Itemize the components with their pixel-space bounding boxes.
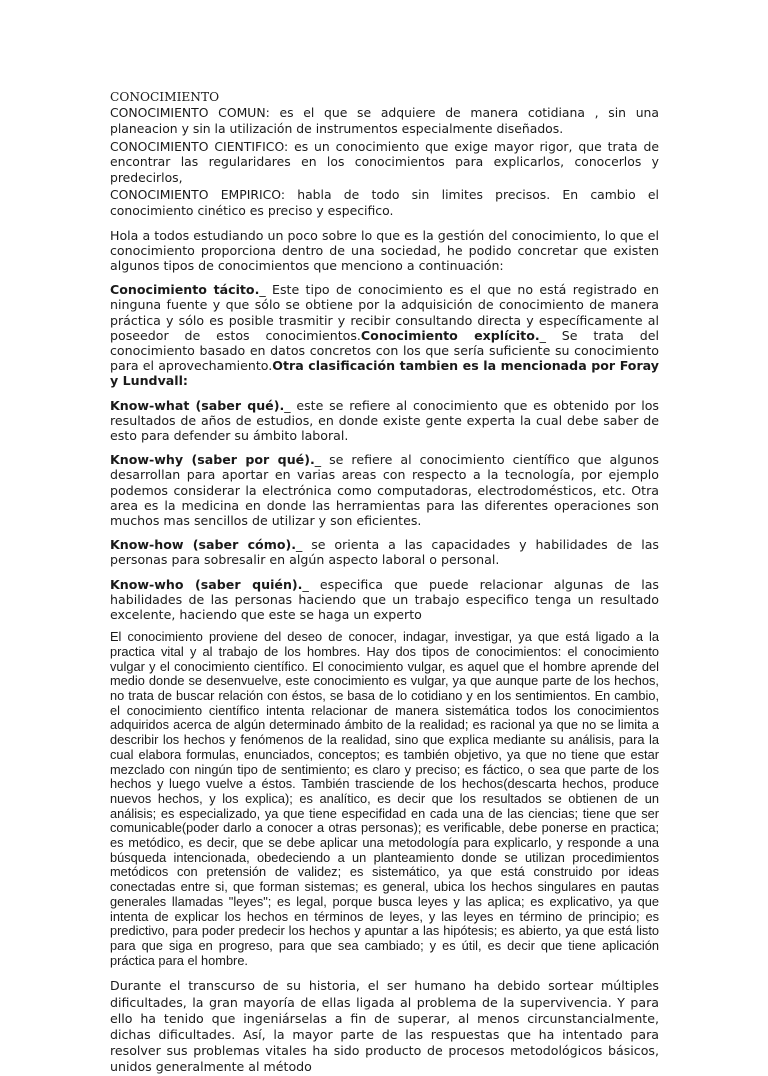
know-what-body: _ este se refiere al conocimiento que es obtenido por los resultados de años de estudios, en donde existe gente experta la cual debe saber de esto para defender su ámbito laboral. (110, 397, 659, 443)
closing-paragraph: Durante el transcurso de su historia, el ser humano ha debido sortear múltiples dificultades, la gran mayoría de ellas ligada al problema de la supervivencia. Y para ello ha tenido que ingeniárselas a fin de superar, al menos circunstancialmente, dichas dificultades. Así, la mayor parte de las respuestas que ha intentado para resolver sus problemas vitales ha sido producto de procesos metodológicos básicos, unidos generalmente al método (110, 978, 659, 1075)
intro-paragraph: Hola a todos estudiando un poco sobre lo que es la gestión del conocimiento, lo que el conocimiento proporciona dentro de una sociedad, he podido concretar que existen algunos tipos de conocimientos que menciono a continuación: (110, 227, 659, 273)
document-page (110, 90, 659, 1076)
document-title: CONOCIMIENTO (110, 90, 220, 104)
know-how-paragraph (110, 537, 659, 567)
definition-scientific: CONOCIMIENTO CIENTIFICO: es un conocimiento que exige mayor rigor, que trata de encontrar las regularidares en los conocimientos para explicarlos, conocerlos y predecirlos, (110, 138, 659, 185)
know-how-heading: Know-how (saber cómo). (110, 537, 297, 553)
know-what-paragraph (110, 398, 659, 444)
know-who-heading: Know-who (saber quién). (110, 576, 303, 592)
other-classification-heading: Otra clasificación tambien es la mencionada por Foray y Lundvall: (110, 358, 659, 389)
know-why-body: _ se refiere al conocimiento científico que algunos desarrollan para aportar en varias areas con respecto a la tecnología, por ejemplo podemos considerar la electrónica como computadoras, electrodomésticos, etc. Otra area es la medicina en donde las herramientas para las diferentes operaciones son muchos mas sencillos de utilizar y son eficientes. (110, 452, 659, 529)
essay-block (110, 630, 659, 1075)
explicit-heading: Conocimiento explícito. (360, 327, 540, 343)
know-why-paragraph (110, 452, 659, 528)
know-who-body: _ especifica que puede relacionar algunas de las habilidades de las personas haciendo que un trabajo especifico tenga un resultado excelente, haciendo que este se haga un experto (110, 576, 659, 623)
tacit-heading: Conocimiento tácito. (110, 282, 260, 298)
know-who-paragraph (110, 577, 659, 623)
definition-common: CONOCIMIENTO COMUN: es el que se adquiere de manera cotidiana , sin una planeacion y sin la utilización de instrumentos especialmente diseñados. (110, 105, 659, 136)
know-why-heading: Know-why (saber por qué). (110, 452, 315, 468)
tacit-paragraph (110, 282, 659, 388)
long-paragraph: El conocimiento proviene del deseo de conocer, indagar, investigar, ya que está ligado a la practica vital y al trabajo de los hombres. Hay dos tipos de conocimientos: el conocimiento vulgar y el conocimiento científico. El conocimiento vulgar, es aquel que el hombre aprende del medio donde se desenvuelve, este conocimiento es vulgar, ya que aunque parte de los hechos, no trata de buscar relación con éstos, se basa de lo cotidiano y en los sentimientos. En cambio, el conocimiento científico intenta relacionar de manera sistemática todos los conocimientos adquiridos acerca de algún determinado ámbito de la realidad; es racional ya que no se limita a describir los hechos y fenómenos de la realidad, sino que explica mediante su análisis, para la cual elabora formulas, enunciados, conceptos; es también objetivo, ya que no tiene que estar mezclado con ningún tipo de sentimiento; es claro y preciso; es fáctico, o sea que parte de los hechos y luego vuelve a éstos. También trasciende de los hechos(descarta hechos, produce nuevos hechos, y los explica); es analítico, es decir que los resultados se obtienen de un análisis; es especializado, ya que tiene especifidad en cada una de las ciencias; tiene que ser comunicable(poder darlo a conocer a otras personas); es verificable, debe ponerse en practica; es metódico, es decir, que se debe aplicar una metodología para explicarlo, y responde a una búsqueda intencionada, obedeciendo a un planteamiento donde se utilizan procedimientos metódicos con pretensión de validez; es sistemático, ya que está construido por ideas conectadas entre si, que forman sistemas; es general, ubica los hechos singulares en pautas generales llamadas "leyes"; es legal, porque busca leyes y las aplica; es explicativo, ya que intenta de explicar los hechos en términos de leyes, y las leyes en término de principio; es predictivo, para poder predecir los hechos y apuntar a las hipótesis; es abierto, ya que está listo para que siga en progreso, para que sea cambiado; y es útil, es decir que tiene aplicación práctica para el hombre. (110, 629, 659, 968)
definition-empirical: CONOCIMIENTO EMPIRICO: habla de todo sin limites precisos. En cambio el conocimiento cinético es preciso y especifico. (110, 187, 659, 218)
definitions-block (110, 90, 659, 219)
know-what-heading: Know-what (saber qué). (110, 397, 285, 413)
tacit-body: _ Este tipo de conocimiento es el que no está registrado en ninguna fuente y que sólo se obtiene por la adquisición de conocimiento de manera práctica y sólo es posible trasmitir y recibir consultando directa y específicamente al poseedor de estos conocimientos. (110, 282, 659, 343)
explicit-body: _ Se trata del conocimiento basado en datos concretos con los que sería suficiente su conocimiento para el aprovechamiento. (110, 327, 659, 374)
know-how-body: _ se orienta a las capacidades y habilidades de las personas para sobresalir en algún aspecto laboral o personal. (110, 537, 659, 568)
knowledge-types-block (110, 228, 659, 623)
